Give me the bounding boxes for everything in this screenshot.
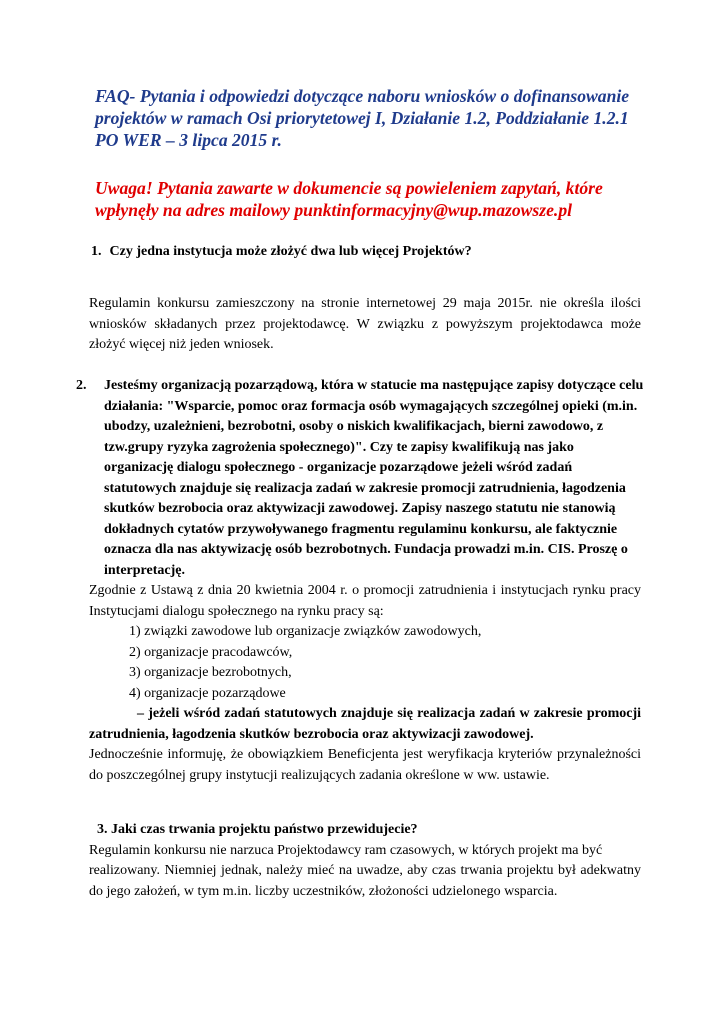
question-1-number: 1. — [91, 244, 102, 259]
question-2-text: Jesteśmy organizacją pozarządową, która w statucie ma następujące zapisy dotyczące celu działania: "Wsparcie, pomoc oraz formacja osób wymagających szczególnej opieki (m.in. ubodzy, uzależnieni, bezrobotni, osoby o niskich kwalifikacjach, bierni zawodowo, z tzw.grupy ryzyka zagrożenia społecznego)". Czy te zapisy kwalifikują nas jako organizację dialogu społecznego - organizacje pozarządowe jeżeli wśród zadań statutowych znajduje się realizacja zadań w zakresie promocji zatrudnienia, łagodzenia skutków bezrobocia oraz aktywizacji zawodowej. Zapisy naszego statutu nie stanowią dokładnych cytatów przywoływanego fragmentu regulaminu konkursu, ale faktycznie oznacza dla nas aktywizację osób bezrobotnych. Fundacja prowadzi m.in. CIS. Proszę o interpretację. — [104, 378, 644, 578]
answer-2-condition — [89, 704, 641, 745]
answer-3 — [89, 841, 641, 903]
answer-2 — [89, 581, 641, 786]
question-3-number: 3. — [97, 822, 108, 837]
document-title — [95, 85, 655, 151]
question-3-block — [89, 820, 641, 902]
answer-2-outro: Jednocześnie informuję, że obowiązkiem Beneficjenta jest weryfikacja kryteriów przynależności do poszczególnej grupy instytucji realizujących zadania określone w ww. ustawie. — [89, 747, 641, 783]
title-line-1: FAQ- Pytania i odpowiedzi dotyczące naboru wniosków o dofinansowanie — [95, 86, 630, 106]
question-3-text: Jaki czas trwania projektu państwo przewidujecie? — [111, 822, 418, 837]
title-line-3: PO WER – 3 lipca 2015 r. — [95, 130, 282, 150]
answer-2-list-item: 4) organizacje pozarządowe — [129, 685, 286, 701]
warning-line-1: Uwaga! Pytania zawarte w dokumencie są powieleniem zapytań, które — [95, 178, 603, 198]
question-1 — [91, 242, 651, 262]
answer-2-list-item: 2) organizacje pracodawców, — [129, 644, 293, 660]
question-1-text: Czy jedna instytucja może złożyć dwa lub więcej Projektów? — [109, 244, 472, 259]
answer-3-line-1: Regulamin konkursu nie narzuca Projektodawcy ram czasowych, w których projekt ma być — [89, 842, 603, 858]
question-3 — [89, 820, 641, 841]
answer-2-condition-text: – jeżeli wśród zadań statutowych znajduje się realizacja zadań w zakresie promocji zatrudnienia, łagodzenia skutków bezrobocia oraz aktywizacji zawodowej. — [89, 706, 641, 742]
warning-note — [95, 177, 655, 221]
answer-2-list-item: 1) związki zawodowe lub organizacje związków zawodowych, — [129, 624, 482, 639]
title-line-2: projektów w ramach Osi priorytetowej I, Działanie 1.2, Poddziałanie 1.2.1 — [95, 108, 629, 128]
answer-2-intro: Zgodnie z Ustawą z dnia 20 kwietnia 2004 r. o promocji zatrudnienia i instytucjach rynku pracy Instytucjami dialogu społecznego na rynku pracy są: — [89, 583, 641, 619]
answer-3-rest: realizowany. Niemniej jednak, należy mieć na uwadze, aby czas trwania projektu był adekwatny do jego założeń, w tym m.in. liczby uczestników, złożoności udzielonego wsparcia. — [89, 863, 641, 899]
answer-2-list-item: 3) organizacje bezrobotnych, — [129, 665, 292, 680]
question-2 — [76, 376, 646, 581]
answer-1: Regulamin konkursu zamieszczony na stronie internetowej 29 maja 2015r. nie określa ilości wniosków składanych przez projektodawcę. W związku z powyższym projektodawca może złożyć więcej niż jeden wniosek. — [89, 296, 641, 352]
warning-line-2: wpłynęły na adres mailowy punktinformacyjny@wup.mazowsze.pl — [95, 200, 572, 220]
question-2-number: 2. — [76, 378, 87, 393]
